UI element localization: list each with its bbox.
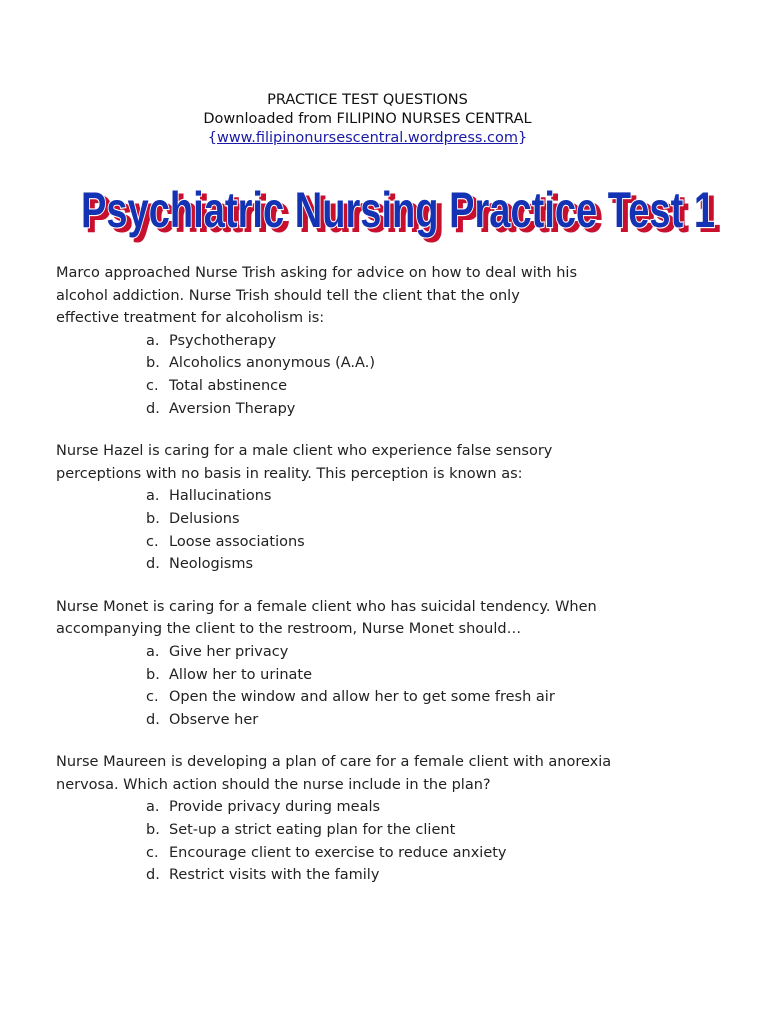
option-letter: b. [146, 666, 160, 683]
answer-option [56, 664, 726, 687]
answer-option [56, 330, 726, 353]
option-text: Observe her [169, 711, 259, 728]
question-block [56, 751, 726, 887]
option-letter: a. [146, 332, 160, 349]
title-shadow: Psychiatric Nursing Practice Test 1 [86, 186, 720, 242]
question-stem-line: Nurse Maureen is developing a plan of care for a female client with anorexia [56, 754, 612, 771]
option-text: Allow her to urinate [169, 666, 313, 683]
option-text: Psychotherapy [169, 332, 277, 349]
option-text: Total abstinence [169, 377, 288, 394]
answer-option [56, 508, 726, 531]
option-letter: b. [146, 822, 160, 839]
option-letter: c. [146, 533, 159, 550]
answer-option [56, 641, 726, 664]
url-close-brace: } [518, 130, 528, 146]
option-letter: b. [146, 355, 160, 372]
option-text: Loose associations [169, 533, 305, 550]
answer-option [56, 686, 726, 709]
option-letter: d. [146, 400, 160, 417]
option-letter: b. [146, 510, 160, 527]
option-text: Encourage client to exercise to reduce anxiety [169, 844, 507, 861]
option-text: Open the window and allow her to get some fresh air [169, 689, 555, 706]
answer-options [56, 330, 726, 420]
option-letter: d. [146, 556, 160, 573]
document-header [0, 91, 735, 148]
option-letter: a. [146, 488, 160, 505]
option-text: Hallucinations [169, 488, 272, 505]
option-letter: d. [146, 711, 160, 728]
header-url-line [0, 129, 735, 148]
source-url-link[interactable]: www.filipinonursescentral.wordpress.com [216, 130, 519, 146]
option-text: Alcoholics anonymous (A.A.) [169, 355, 375, 372]
header-line-practice: PRACTICE TEST QUESTIONS [267, 92, 468, 108]
option-letter: a. [146, 643, 160, 660]
question-stem-line: Marco approached Nurse Trish asking for advice on how to deal with his [56, 265, 578, 281]
question-block [56, 596, 726, 732]
answer-option [56, 819, 726, 842]
option-letter: c. [146, 377, 159, 394]
option-letter: c. [146, 689, 159, 706]
option-text: Give her privacy [169, 643, 289, 660]
answer-options [56, 796, 726, 886]
answer-option [56, 375, 726, 398]
page-title: Psychiatric Nursing Practice Test 1 [81, 182, 715, 238]
answer-option [56, 352, 726, 375]
answer-option [56, 398, 726, 421]
question-stem-line: Nurse Hazel is caring for a male client who experience false sensory [56, 443, 553, 460]
url-open-brace: { [207, 130, 217, 146]
question-stem-line: accompanying the client to the restroom, Nurse Monet should… [56, 621, 522, 638]
question-list [56, 262, 726, 907]
answer-option [56, 842, 726, 865]
option-letter: a. [146, 799, 160, 816]
answer-option [56, 485, 726, 508]
option-letter: c. [146, 844, 159, 861]
question-block [56, 440, 726, 576]
question-stem-line: perceptions with no basis in reality. This perception is known as: [56, 465, 523, 482]
answer-option [56, 796, 726, 819]
option-text: Restrict visits with the family [169, 867, 380, 884]
option-text: Set-up a strict eating plan for the client [169, 822, 456, 839]
question-stem-line: effective treatment for alcoholism is: [56, 310, 325, 327]
question-block [56, 262, 726, 420]
answer-options [56, 641, 726, 731]
header-line-source: Downloaded from FILIPINO NURSES CENTRAL [203, 111, 532, 127]
title-banner [80, 173, 720, 245]
answer-option [56, 709, 726, 732]
answer-option [56, 553, 726, 576]
answer-options [56, 485, 726, 575]
question-stem-line: Nurse Monet is caring for a female client who has suicidal tendency. When [56, 598, 597, 615]
option-text: Neologisms [169, 556, 254, 573]
option-text: Provide privacy during meals [169, 799, 381, 816]
option-letter: d. [146, 867, 160, 884]
option-text: Aversion Therapy [169, 400, 296, 417]
answer-option [56, 864, 726, 887]
question-stem-line: nervosa. Which action should the nurse include in the plan? [56, 776, 491, 793]
option-text: Delusions [169, 510, 240, 527]
question-stem-line: alcohol addiction. Nurse Trish should tell the client that the only [56, 287, 520, 304]
answer-option [56, 531, 726, 554]
